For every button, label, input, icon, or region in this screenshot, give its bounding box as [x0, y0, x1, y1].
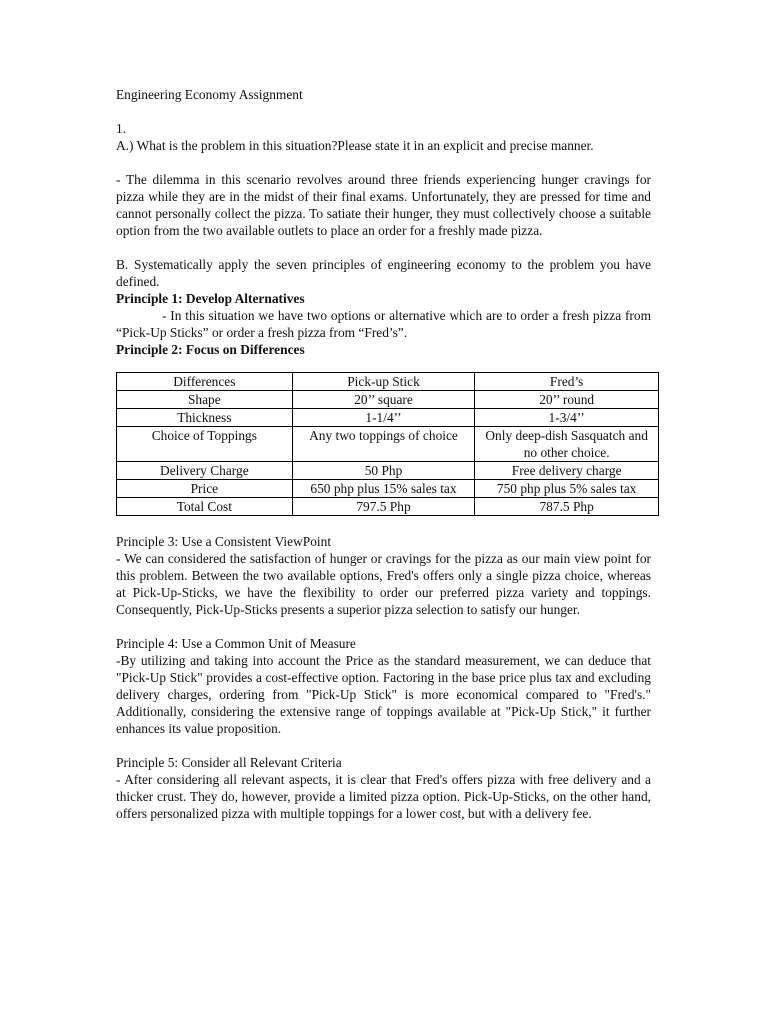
table-header-row: [117, 373, 659, 391]
table-cell: 20’’ square: [292, 391, 475, 409]
table-cell: 750 php plus 5% sales tax: [475, 480, 659, 498]
question-b: B. Systematically apply the seven principles of engineering economy to the problem you have defined.: [116, 257, 651, 289]
table-header-cell: Pick-up Stick: [292, 373, 475, 391]
table-cell: Delivery Charge: [117, 462, 293, 480]
differences-table: [116, 372, 659, 516]
principle-5-heading: Principle 5: Consider all Relevant Criteria: [116, 755, 342, 770]
table-header-cell: Fred’s: [475, 373, 659, 391]
principle-3-heading: Principle 3: Use a Consistent ViewPoint: [116, 534, 332, 549]
table-row: [117, 498, 659, 516]
table-cell: 20’’ round: [475, 391, 659, 409]
principle-1-text: - In this situation we have two options or alternative which are to order a fresh pizza from “Pick-Up Sticks” or order a fresh pizza from “Fred’s”.: [116, 308, 651, 340]
principle-3-text: - We can considered the satisfaction of hunger or cravings for the pizza as our main view point for this problem. Between the two available options, Fred's offers only a single pizza choice, whereas at Pick-Up-Sticks, we have the flexibility to order our preferred pizza variety and toppings. Consequently, Pick-Up-Sticks presents a superior pizza selection to satisfy our hunger.: [116, 551, 651, 617]
table-cell: 1-1/4’’: [292, 409, 475, 427]
table-row: [117, 409, 659, 427]
table-row: [117, 391, 659, 409]
document-page: [116, 86, 651, 822]
table-cell: Shape: [117, 391, 293, 409]
principle-4-heading: Principle 4: Use a Common Unit of Measure: [116, 636, 356, 651]
table-cell: Total Cost: [117, 498, 293, 516]
table-cell: 650 php plus 15% sales tax: [292, 480, 475, 498]
table-cell: Thickness: [117, 409, 293, 427]
question-number: 1.: [116, 121, 127, 136]
answer-a: - The dilemma in this scenario revolves around three friends experiencing hunger cravings for pizza while they are in the midst of their final exams. Unfortunately, they are pressed for time and cannot personally collect the pizza. To satiate their hunger, they must collectively choose a suitable option from the two available outlets to place an order for a freshly made pizza.: [116, 172, 651, 238]
table-cell: Choice of Toppings: [117, 427, 293, 462]
table-cell: Free delivery charge: [475, 462, 659, 480]
table-cell: Any two toppings of choice: [292, 427, 475, 462]
principle-5-text: - After considering all relevant aspects, it is clear that Fred's offers pizza with free delivery and a thicker crust. They do, however, provide a limited pizza option. Pick-Up-Sticks, on the other hand, offers personalized pizza with multiple toppings for a lower cost, but with a delivery fee.: [116, 772, 651, 821]
table-row: [117, 462, 659, 480]
principle-4-text: -By utilizing and taking into account the Price as the standard measurement, we can deduce that "Pick-Up Stick" provides a cost-effective option. Factoring in the base price plus tax and excluding delivery charges, ordering from "Pick-Up Stick" is more economical compared to "Fred's." Additionally, considering the extensive range of toppings available at "Pick-Up Stick," it further enhances its value proposition.: [116, 653, 651, 736]
table-cell: 797.5 Php: [292, 498, 475, 516]
table-cell: 50 Php: [292, 462, 475, 480]
document-title: Engineering Economy Assignment: [116, 87, 303, 102]
principle-1-heading: Principle 1: Develop Alternatives: [116, 291, 305, 306]
table-cell: 1-3/4’’: [475, 409, 659, 427]
question-a: A.) What is the problem in this situation?Please state it in an explicit and precise manner.: [116, 138, 594, 153]
table-row: [117, 480, 659, 498]
principle-2-heading: Principle 2: Focus on Differences: [116, 342, 305, 357]
table-cell: Price: [117, 480, 293, 498]
table-cell: 787.5 Php: [475, 498, 659, 516]
table-row: [117, 427, 659, 462]
table-header-cell: Differences: [117, 373, 293, 391]
table-cell: Only deep-dish Sasquatch and no other choice.: [475, 427, 659, 462]
